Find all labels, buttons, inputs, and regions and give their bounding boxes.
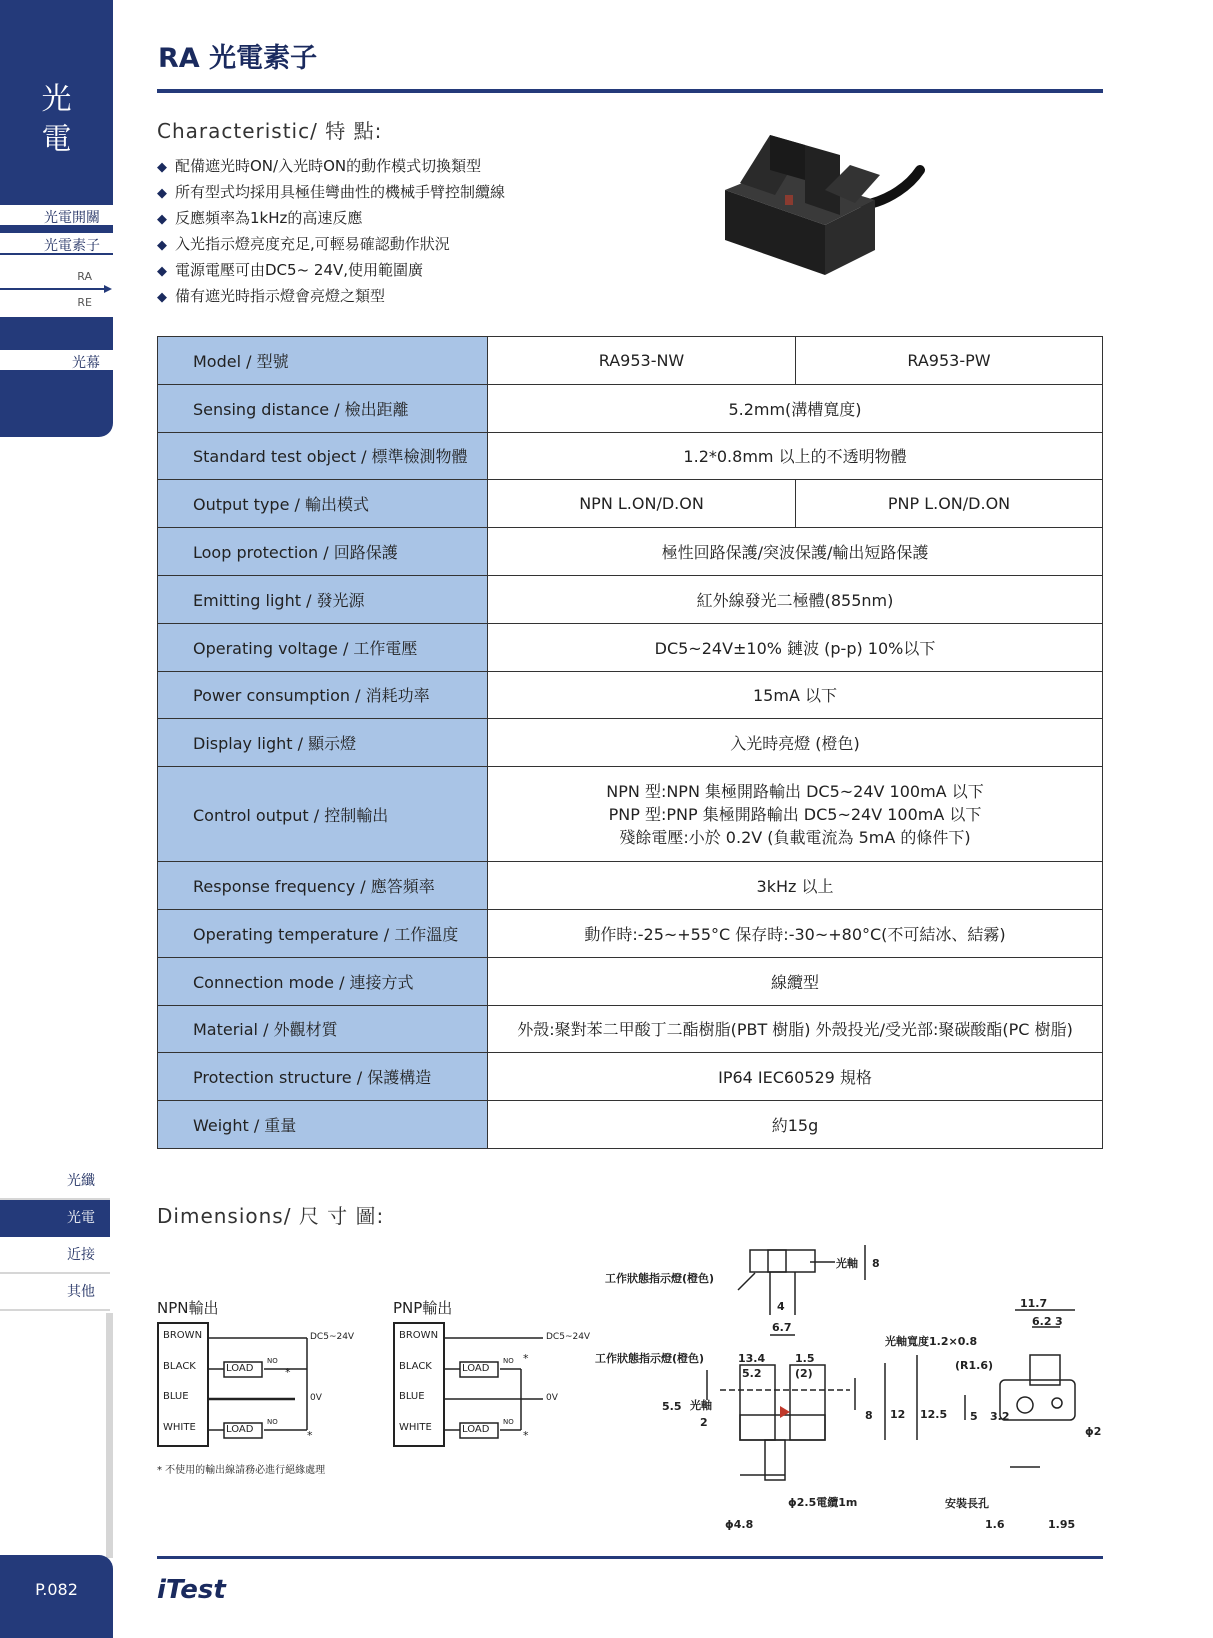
table-row xyxy=(158,528,1103,576)
row-label: Response frequency / 應答頻率 xyxy=(158,862,488,910)
diamond-icon: ◆ xyxy=(157,264,167,279)
sidebar-strip xyxy=(106,1313,113,1558)
dim-5: 5 xyxy=(970,1410,978,1423)
row-label: Protection structure / 保護構造 xyxy=(158,1053,488,1101)
sidebar-item-proximity[interactable]: 近接 xyxy=(0,1237,110,1274)
divider xyxy=(0,227,113,228)
table-row xyxy=(158,575,1103,623)
feature-item xyxy=(157,181,657,202)
table-row xyxy=(158,862,1103,910)
wire-label: BROWN xyxy=(399,1330,439,1341)
cell-line: 殘餘電壓:小於 0.2V (負載電流為 5mA 的條件下) xyxy=(619,827,971,847)
npn-title: NPN輸出 xyxy=(157,1299,219,1317)
dim-2: 2 xyxy=(700,1416,708,1429)
header-rule xyxy=(157,89,1103,93)
star-mark: * xyxy=(307,1429,313,1442)
table-row xyxy=(158,480,1103,528)
dim-phi4-8: ϕ4.8 xyxy=(725,1518,754,1531)
dim-3: 3 xyxy=(1055,1315,1063,1328)
no-label: NO xyxy=(503,1418,514,1426)
dim-12-5: 12.5 xyxy=(920,1408,948,1421)
cell-value: 極性回路保護/突波保護/輸出短路保護 xyxy=(488,528,1103,576)
dim-2p: (2) xyxy=(795,1367,813,1380)
cell-value: PNP L.ON/D.ON xyxy=(796,480,1103,528)
table-row xyxy=(158,957,1103,1005)
cell-line: NPN 型:NPN 集極開路輸出 DC5~24V 100mA 以下 xyxy=(606,781,984,801)
row-label: Model / 型號 xyxy=(158,337,488,385)
sidebar-item-fiber[interactable]: 光纖 xyxy=(0,1163,110,1200)
cell-line: PNP 型:PNP 集極開路輸出 DC5~24V 100mA 以下 xyxy=(608,804,982,824)
cell-value: RA953-NW xyxy=(488,337,796,385)
star-mark: * xyxy=(523,1352,529,1365)
table-row xyxy=(158,767,1103,862)
no-label: NO xyxy=(267,1418,278,1426)
no-label: NO xyxy=(503,1357,514,1365)
cell-value: 1.2*0.8mm 以上的不透明物體 xyxy=(488,432,1103,480)
feature-text: 電源電壓可由DC5~ 24V,使用範圍廣 xyxy=(175,261,424,279)
cell-value: 入光時亮燈 (橙色) xyxy=(488,719,1103,767)
product-photo xyxy=(715,125,935,285)
pnp-wiring-diagram xyxy=(393,1322,543,1447)
sidebar-item-element[interactable]: 光電素子 xyxy=(44,238,100,254)
pnp-title: PNP輸出 xyxy=(393,1299,453,1317)
dc-label: DC5~24V xyxy=(546,1332,591,1342)
feature-item xyxy=(157,233,657,254)
feature-text: 入光指示燈亮度充足,可輕易確認動作狀況 xyxy=(175,235,450,253)
dim-13-4: 13.4 xyxy=(738,1352,766,1365)
row-label: Display light / 顯示燈 xyxy=(158,719,488,767)
load-label: LOAD xyxy=(462,1424,490,1435)
dimensions-heading: Dimensions/ 尺 寸 圖: xyxy=(157,1204,385,1228)
sidebar-item-other[interactable]: 其他 xyxy=(0,1274,110,1311)
arrow-icon xyxy=(0,284,113,294)
diamond-icon: ◆ xyxy=(157,160,167,175)
diamond-icon: ◆ xyxy=(157,238,167,253)
indicator-label: 工作狀態指示燈(橙色) xyxy=(605,1272,715,1285)
row-label: Output type / 輸出模式 xyxy=(158,480,488,528)
wire-label: BLACK xyxy=(399,1361,432,1372)
diamond-icon: ◆ xyxy=(157,212,167,227)
indicator-label: 工作狀態指示燈(橙色) xyxy=(595,1352,705,1365)
no-label: NO xyxy=(267,1357,278,1365)
wire-label: BLUE xyxy=(163,1391,189,1402)
cell-value: IP64 IEC60529 規格 xyxy=(488,1053,1103,1101)
dim-8: 8 xyxy=(872,1257,880,1270)
sidebar-item-curtain[interactable]: 光幕 xyxy=(72,355,100,371)
cell-value: 線纜型 xyxy=(488,957,1103,1005)
table-row xyxy=(158,1101,1103,1149)
diamond-icon: ◆ xyxy=(157,290,167,305)
cell-value: 5.2mm(溝槽寬度) xyxy=(488,384,1103,432)
mount-label: 安裝長孔 xyxy=(945,1497,989,1510)
table-row xyxy=(158,432,1103,480)
dim-5-2: 5.2 xyxy=(742,1367,762,1380)
cell-value xyxy=(488,767,1103,862)
feature-item xyxy=(157,207,657,228)
feature-text: 備有遮光時指示燈會亮燈之類型 xyxy=(175,287,386,305)
dim-phi2: ϕ2 xyxy=(1085,1425,1102,1438)
feature-item xyxy=(157,155,657,176)
table-row xyxy=(158,671,1103,719)
row-label: Connection mode / 連接方式 xyxy=(158,957,488,1005)
table-row xyxy=(158,384,1103,432)
brand-logo: iTest xyxy=(157,1575,226,1605)
dim-6-7: 6.7 xyxy=(772,1321,792,1334)
cell-value: 外殼:聚對苯二甲酸丁二酯樹脂(PBT 樹脂) 外殼投光/受光部:聚碳酸酯(PC 樹脂) xyxy=(488,1005,1103,1053)
wire-label: BROWN xyxy=(163,1330,203,1341)
spec-table xyxy=(157,336,1103,1149)
cable-label: ϕ2.5電纜1m xyxy=(788,1496,858,1509)
dimension-drawing xyxy=(595,1235,1110,1540)
page-title: RA 光電素子 xyxy=(158,43,318,74)
row-label: Standard test object / 標準檢測物體 xyxy=(158,432,488,480)
dimension-numbers xyxy=(595,1256,1101,1531)
feature-item xyxy=(157,285,657,306)
row-label: Material / 外觀材質 xyxy=(158,1005,488,1053)
table-row xyxy=(158,909,1103,957)
feature-text: 配備遮光時ON/入光時ON的動作模式切換類型 xyxy=(175,157,482,175)
cell-value: 3kHz 以上 xyxy=(488,862,1103,910)
dim-1-95: 1.95 xyxy=(1048,1518,1076,1531)
row-label: Power consumption / 消耗功率 xyxy=(158,671,488,719)
page-number: P.082 xyxy=(0,1555,113,1638)
dim-8b: 8 xyxy=(865,1409,873,1422)
feature-text: 反應頻率為1kHz的高速反應 xyxy=(175,209,363,227)
sidebar-item-photo[interactable]: 光電 xyxy=(0,1200,110,1237)
table-row xyxy=(158,1053,1103,1101)
dim-11-7: 11.7 xyxy=(1020,1297,1048,1310)
sidebar-title-line1: 光 xyxy=(41,82,72,117)
cell-value: 約15g xyxy=(488,1101,1103,1149)
cell-value: NPN L.ON/D.ON xyxy=(488,480,796,528)
feature-item xyxy=(157,259,657,280)
dim-4: 4 xyxy=(777,1300,785,1313)
axis-width-label: 光軸寬度1.2×0.8 xyxy=(885,1335,978,1348)
cell-value: 動作時:-25~+55°C 保存時:-30~+80°C(不可結冰、結霧) xyxy=(488,909,1103,957)
row-label: Operating voltage / 工作電壓 xyxy=(158,623,488,671)
wiring-note: * 不使用的輸出線請務必進行絕緣處理 xyxy=(157,1465,326,1476)
characteristic-heading: Characteristic/ 特 點: xyxy=(157,119,383,143)
star-mark: * xyxy=(523,1429,529,1442)
row-label: Emitting light / 發光源 xyxy=(158,575,488,623)
dim-1-5: 1.5 xyxy=(795,1352,815,1365)
sidebar-sub-re[interactable]: RE xyxy=(77,296,92,309)
sidebar-sub-ra[interactable]: RA xyxy=(77,270,92,283)
feature-text: 所有型式均採用具極佳彎曲性的機械手臂控制纜線 xyxy=(175,183,506,201)
table-row xyxy=(158,719,1103,767)
dim-12: 12 xyxy=(890,1408,906,1421)
table-row xyxy=(158,623,1103,671)
dc-label: DC5~24V xyxy=(310,1332,355,1342)
diamond-icon: ◆ xyxy=(157,186,167,201)
dim-1-6: 1.6 xyxy=(985,1518,1005,1531)
load-label: LOAD xyxy=(226,1424,254,1435)
sidebar-title-line2: 電 xyxy=(41,122,72,157)
row-label: Weight / 重量 xyxy=(158,1101,488,1149)
cell-value: 15mA 以下 xyxy=(488,671,1103,719)
row-label: Sensing distance / 檢出距離 xyxy=(158,384,488,432)
row-label: Control output / 控制輸出 xyxy=(158,767,488,862)
cell-value: 紅外線發光二極體(855nm) xyxy=(488,575,1103,623)
dim-5-5: 5.5 xyxy=(662,1400,682,1413)
table-row xyxy=(158,337,1103,385)
zero-v-label: 0V xyxy=(310,1393,322,1403)
zero-v-label: 0V xyxy=(546,1393,558,1403)
sidebar-item-switch[interactable]: 光電開關 xyxy=(44,210,100,226)
wire-label: BLUE xyxy=(399,1391,425,1402)
footer-rule xyxy=(157,1556,1103,1559)
cell-value: RA953-PW xyxy=(796,337,1103,385)
row-label: Loop protection / 回路保護 xyxy=(158,528,488,576)
table-row xyxy=(158,1005,1103,1053)
load-label: LOAD xyxy=(462,1363,490,1374)
load-label: LOAD xyxy=(226,1363,254,1374)
wire-label: WHITE xyxy=(399,1422,432,1433)
row-label: Operating temperature / 工作溫度 xyxy=(158,909,488,957)
sidebar-title xyxy=(0,80,113,160)
wire-label: BLACK xyxy=(163,1361,196,1372)
npn-wiring-diagram xyxy=(157,1322,313,1447)
cell-value: DC5~24V±10% 鏈波 (p-p) 10%以下 xyxy=(488,623,1103,671)
r-label: (R1.6) xyxy=(955,1359,994,1372)
axis-label: 光軸 xyxy=(836,1257,858,1270)
dim-3-2: 3.2 xyxy=(990,1410,1010,1423)
wire-label: WHITE xyxy=(163,1422,196,1433)
star-mark: * xyxy=(285,1366,291,1379)
dim-6-2: 6.2 xyxy=(1032,1315,1052,1328)
axis-label: 光軸 xyxy=(690,1399,712,1412)
